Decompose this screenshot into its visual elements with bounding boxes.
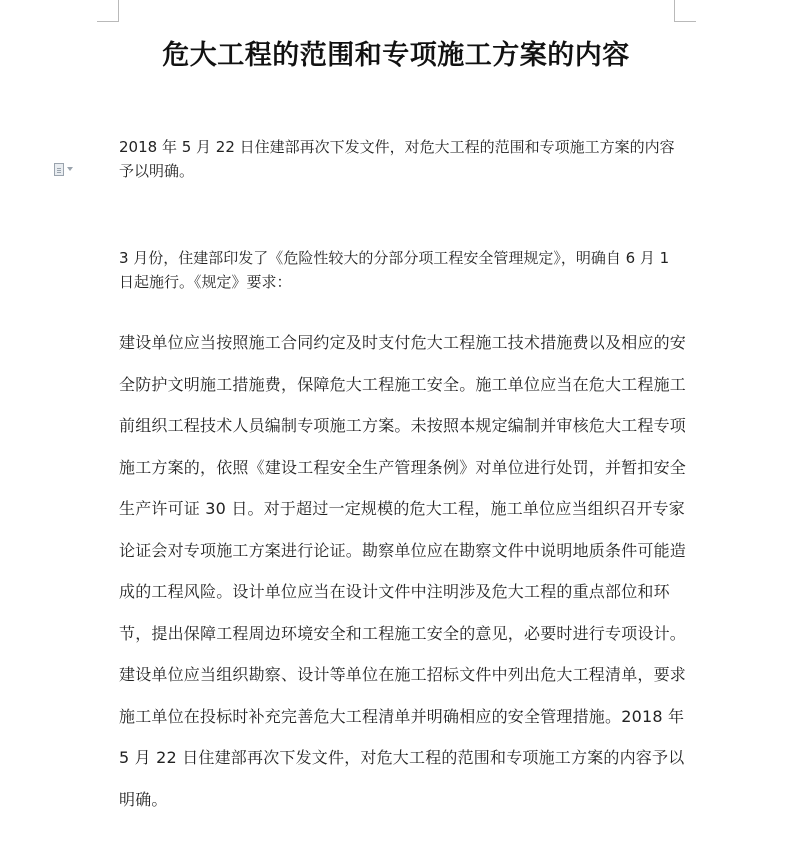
page-corner-top-left [97,0,119,22]
document-icon [54,163,64,176]
paragraph-regulation: 3 月份，住建部印发了《危险性较大的分部分项工程安全管理规定》，明确自 6 月 1 日起施行。《规定》要求： [119,249,670,291]
paragraph-intro: 2018 年 5 月 22 日住建部再次下发文件，对危大工程的范围和专项施工方案的内容予以明确。 [119,138,675,180]
paragraph-requirements: 建设单位应当按照施工合同约定及时支付危大工程施工技术措施费以及相应的安全防护文明施工措施费，保障危大工程施工安全。施工单位应当在危大工程施工前组织工程技术人员编制专项施工方案。未按照本规定编制并审核危大工程专项施工方案的，依照《建设工程安全生产管理条例》对单位进行处罚，并暂扣安全生产许可证 30 日。对于超过一定规模的危大工程，施工单位应当组织召开专家论证会对专项施工方案进行论证。勘察单位应在勘察文件中说明地质条件可能造成的工程风险。设计单位应当在设计文件中注明涉及危大工程的重点部位和环节，提出保障工程周边环境安全和工程施工安全的意见，必要时进行专项设计。建设单位应当组织勘察、设计等单位在施工招标文件中列出危大工程清单，要求施工单位在投标时补充完善危大工程清单并明确相应的安全管理措施。2018 年 5 月 22 日住建部再次下发文件，对危大工程的范围和专项施工方案的内容予以明确。 [119,333,687,809]
document-title: 危大工程的范围和专项施工方案的内容 [162,40,630,71]
chevron-down-icon [67,167,73,171]
document-dropdown-icon[interactable] [54,161,84,177]
page-corner-top-right [674,0,696,22]
